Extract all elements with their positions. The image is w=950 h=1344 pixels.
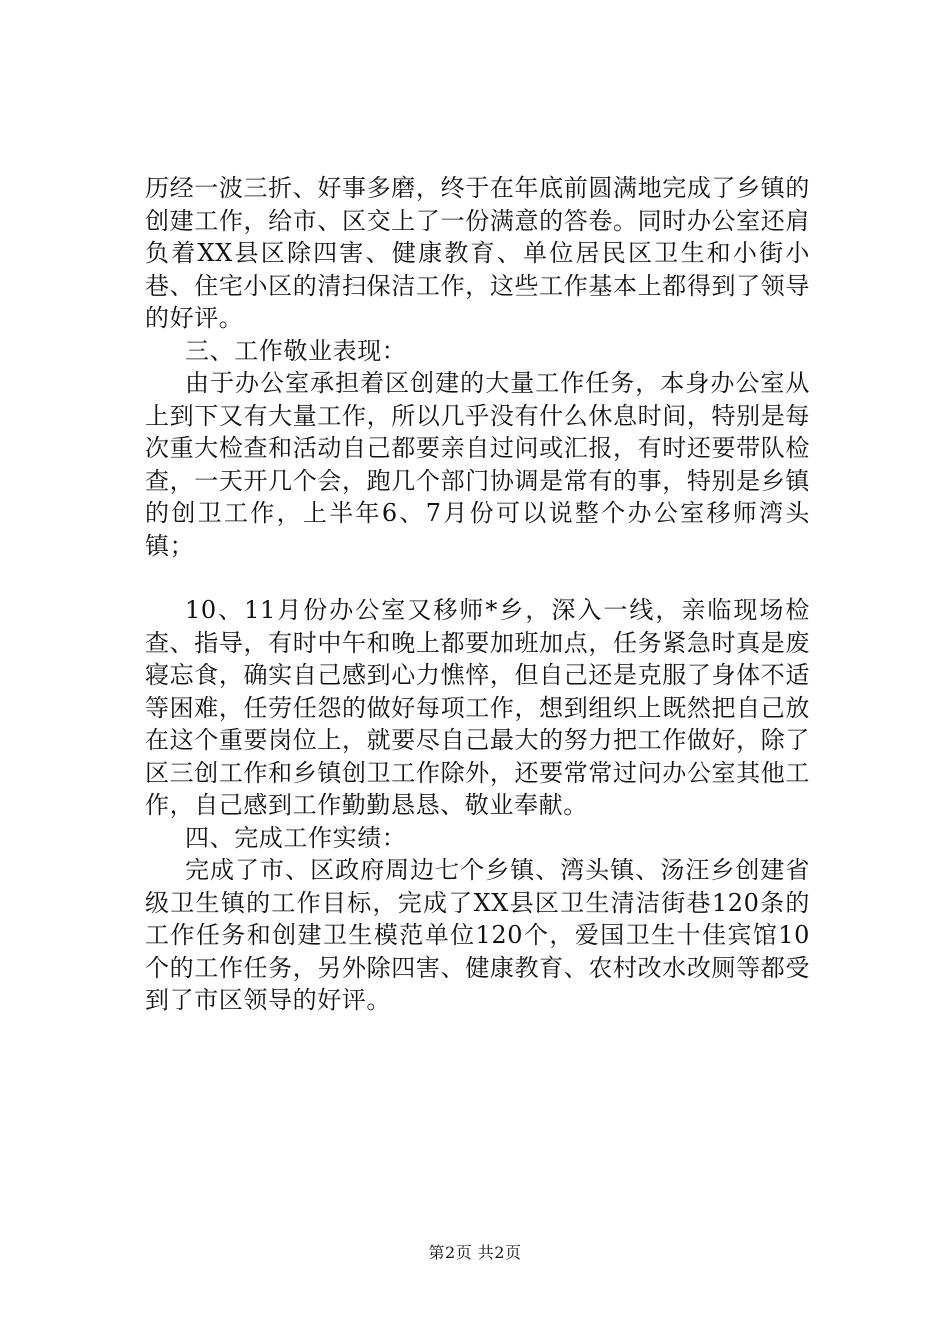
document-body (145, 172, 810, 1017)
paragraph-field-work: 10、11月份办公室又移师*乡，深入一线，亲临现场检查、指导，有时中午和晚上都要加班加点，任务紧急时真是废寝忘食，确实自己感到心力憔悴，但自己还是克服了身体不适等困难，任劳任怨的做好每项工作，想到组织上既然把自己放在这个重要岗位上，就要尽自己最大的努力把工作做好，除了区三创工作和乡镇创卫工作除外，还要常常过问办公室其他工作，自己感到工作勤勤恳恳、敬业奉献。 (145, 596, 810, 819)
paragraph-work-dedication: 由于办公室承担着区创建的大量工作任务，本身办公室从上到下又有大量工作，所以几乎没有什么休息时间，特别是每次重大检查和活动自己都要亲自过问或汇报，有时还要带队检查，一天开几个会，跑几个部门协调是常有的事，特别是乡镇的创卫工作，上半年6、7月份可以说整个办公室移师湾头镇； (145, 369, 810, 560)
paragraph-achievements: 完成了市、区政府周边七个乡镇、湾头镇、汤汪乡创建省级卫生镇的工作目标，完成了XX县区卫生清洁街巷120条的工作任务和创建卫生模范单位120个，爱国卫生十佳宾馆10个的工作任务，另外除四害、健康教育、农村改水改厕等都受到了市区领导的好评。 (145, 856, 810, 1014)
page-number-footer: 第2页 共2页 (428, 1243, 522, 1262)
paragraph-continuation: 历经一波三折、好事多磨，终于在年底前圆满地完成了乡镇的创建工作，给市、区交上了一份满意的答卷。同时办公室还肩负着XX县区除四害、健康教育、单位居民区卫生和小街小巷、住宅小区的清扫保洁工作，这些工作基本上都得到了领导的好评。 (145, 174, 810, 332)
section-heading-achievements: 四、完成工作实绩： (185, 823, 407, 852)
section-heading-work-dedication: 三、工作敬业表现： (185, 336, 407, 365)
paragraph-gap (145, 562, 810, 594)
